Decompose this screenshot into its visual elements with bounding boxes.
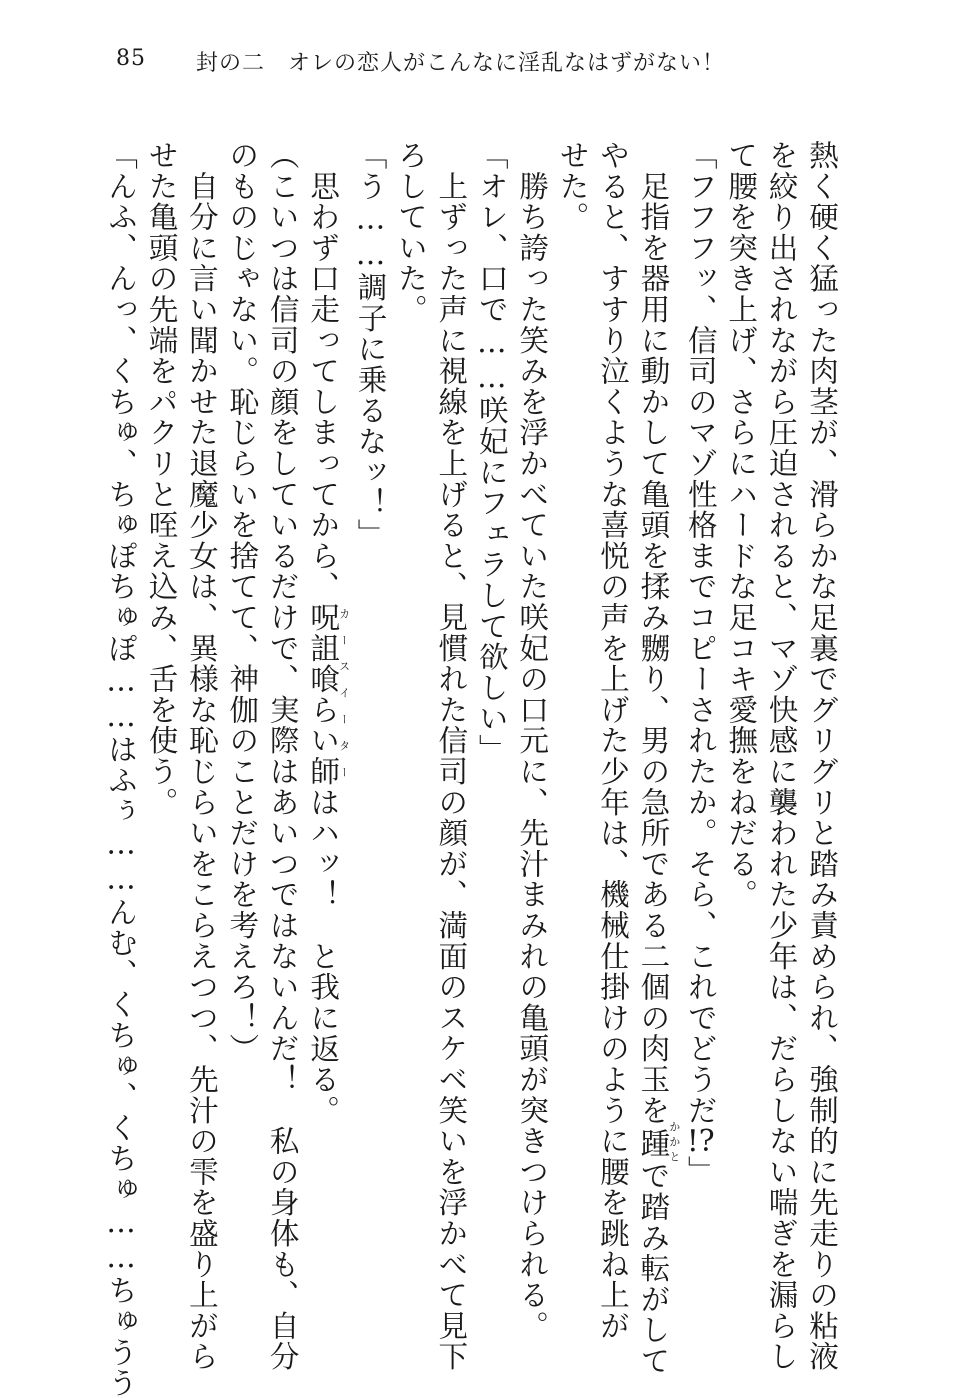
- text-run: 熱く硬く猛った肉茎が、滑らかな足裏でグリグリと踏み責められ、強制的に先走りの粘液: [805, 140, 839, 1372]
- text-line: [552, 140, 592, 1240]
- text-line: [512, 140, 552, 1342]
- ruby-base: 呪詛喰らい師: [306, 602, 341, 787]
- text-run: ろしていた。: [393, 140, 428, 325]
- text-line: [222, 140, 262, 1240]
- page-number: 85: [116, 46, 146, 71]
- text-line: [471, 140, 511, 1240]
- text-line: [182, 140, 222, 1372]
- text-line: [680, 140, 720, 1240]
- text-line: [431, 140, 471, 1372]
- text-run: 上ずった声に視線を上げると、見慣れた信司の顔が、満面のスケベ笑いを浮かべて見下: [434, 140, 469, 1372]
- text-run: はハッ！ と我に返る。: [306, 786, 341, 1126]
- text-line: [593, 140, 633, 1342]
- text-run: 」: [683, 1155, 718, 1187]
- text-run: 「んふ、んっ、くちゅ、ちゅぽちゅぽ……はふぅ……んむ、くちゅ、くちゅ……ちゅうう: [104, 140, 139, 1398]
- text-run: 「う……調子に乗るなッ！」: [353, 140, 388, 550]
- text-run: （こいつは信司の顔をしているだけで、実際はあいつではないんだ！ 私の身体も、自分: [265, 140, 300, 1372]
- ruby-word: [306, 602, 351, 787]
- text-line: [802, 140, 842, 1372]
- text-line: [350, 140, 390, 1240]
- body-text: [104, 140, 842, 1398]
- ruby-word: [636, 1120, 681, 1166]
- text-run: 足指を器用に動かして亀頭を揉み嬲り、男の急所である二個の肉玉を: [636, 140, 671, 1126]
- text-run: 「オレ、口で……咲妃にフェラして欲しい」: [474, 140, 509, 765]
- text-line: [633, 140, 681, 1377]
- text-run: で踏み転がして: [636, 1160, 671, 1377]
- ruby-reading: かかと: [667, 1120, 681, 1166]
- text-run: やると、すすり泣くような喜悦の声を上げた少年は、機械仕掛けのように腰を跳ね上が: [595, 140, 630, 1342]
- ruby-reading: カースイーター: [337, 602, 351, 787]
- text-line: [303, 140, 350, 1240]
- text-line: [391, 140, 431, 1240]
- text-line: [761, 140, 801, 1372]
- text-run: 思わず口走ってしまってから、: [306, 140, 341, 602]
- text-run: せた亀頭の先端をパクリと咥え込み、舌を使う。: [144, 140, 179, 818]
- text-line: [721, 140, 761, 1240]
- ruby-base: 踵: [636, 1120, 671, 1166]
- text-line: [101, 140, 141, 1398]
- text-run: を絞り出されながら圧迫されると、マゾ快感に襲われた少年は、だらしない喘ぎを漏らし: [764, 140, 799, 1372]
- text-run: のものじゃない。恥じらいを捨てて、神伽のことだけを考えろ！）: [225, 140, 260, 1064]
- text-run: せた。: [555, 140, 590, 233]
- upright-punctuation: !?: [686, 1125, 715, 1156]
- running-title: 封の二 オレの恋人がこんなに淫乱なはずがない！: [196, 51, 726, 76]
- text-run: 勝ち誇った笑みを浮かべていた咲妃の口元に、先汁まみれの亀頭が突きつけられる。: [515, 140, 550, 1342]
- text-line: [141, 140, 181, 1240]
- text-run: 自分に言い聞かせた退魔少女は、異様な恥じらいをこらえつつ、先汁の雫を盛り上がら: [184, 140, 219, 1372]
- text-run: て腰を突き上げ、さらにハードな足コキ愛撫をねだる。: [724, 140, 759, 910]
- text-line: [262, 140, 302, 1372]
- text-run: 「フフフッ、信司のマゾ性格までコピーされたか。そら、これでどうだ: [683, 140, 718, 1126]
